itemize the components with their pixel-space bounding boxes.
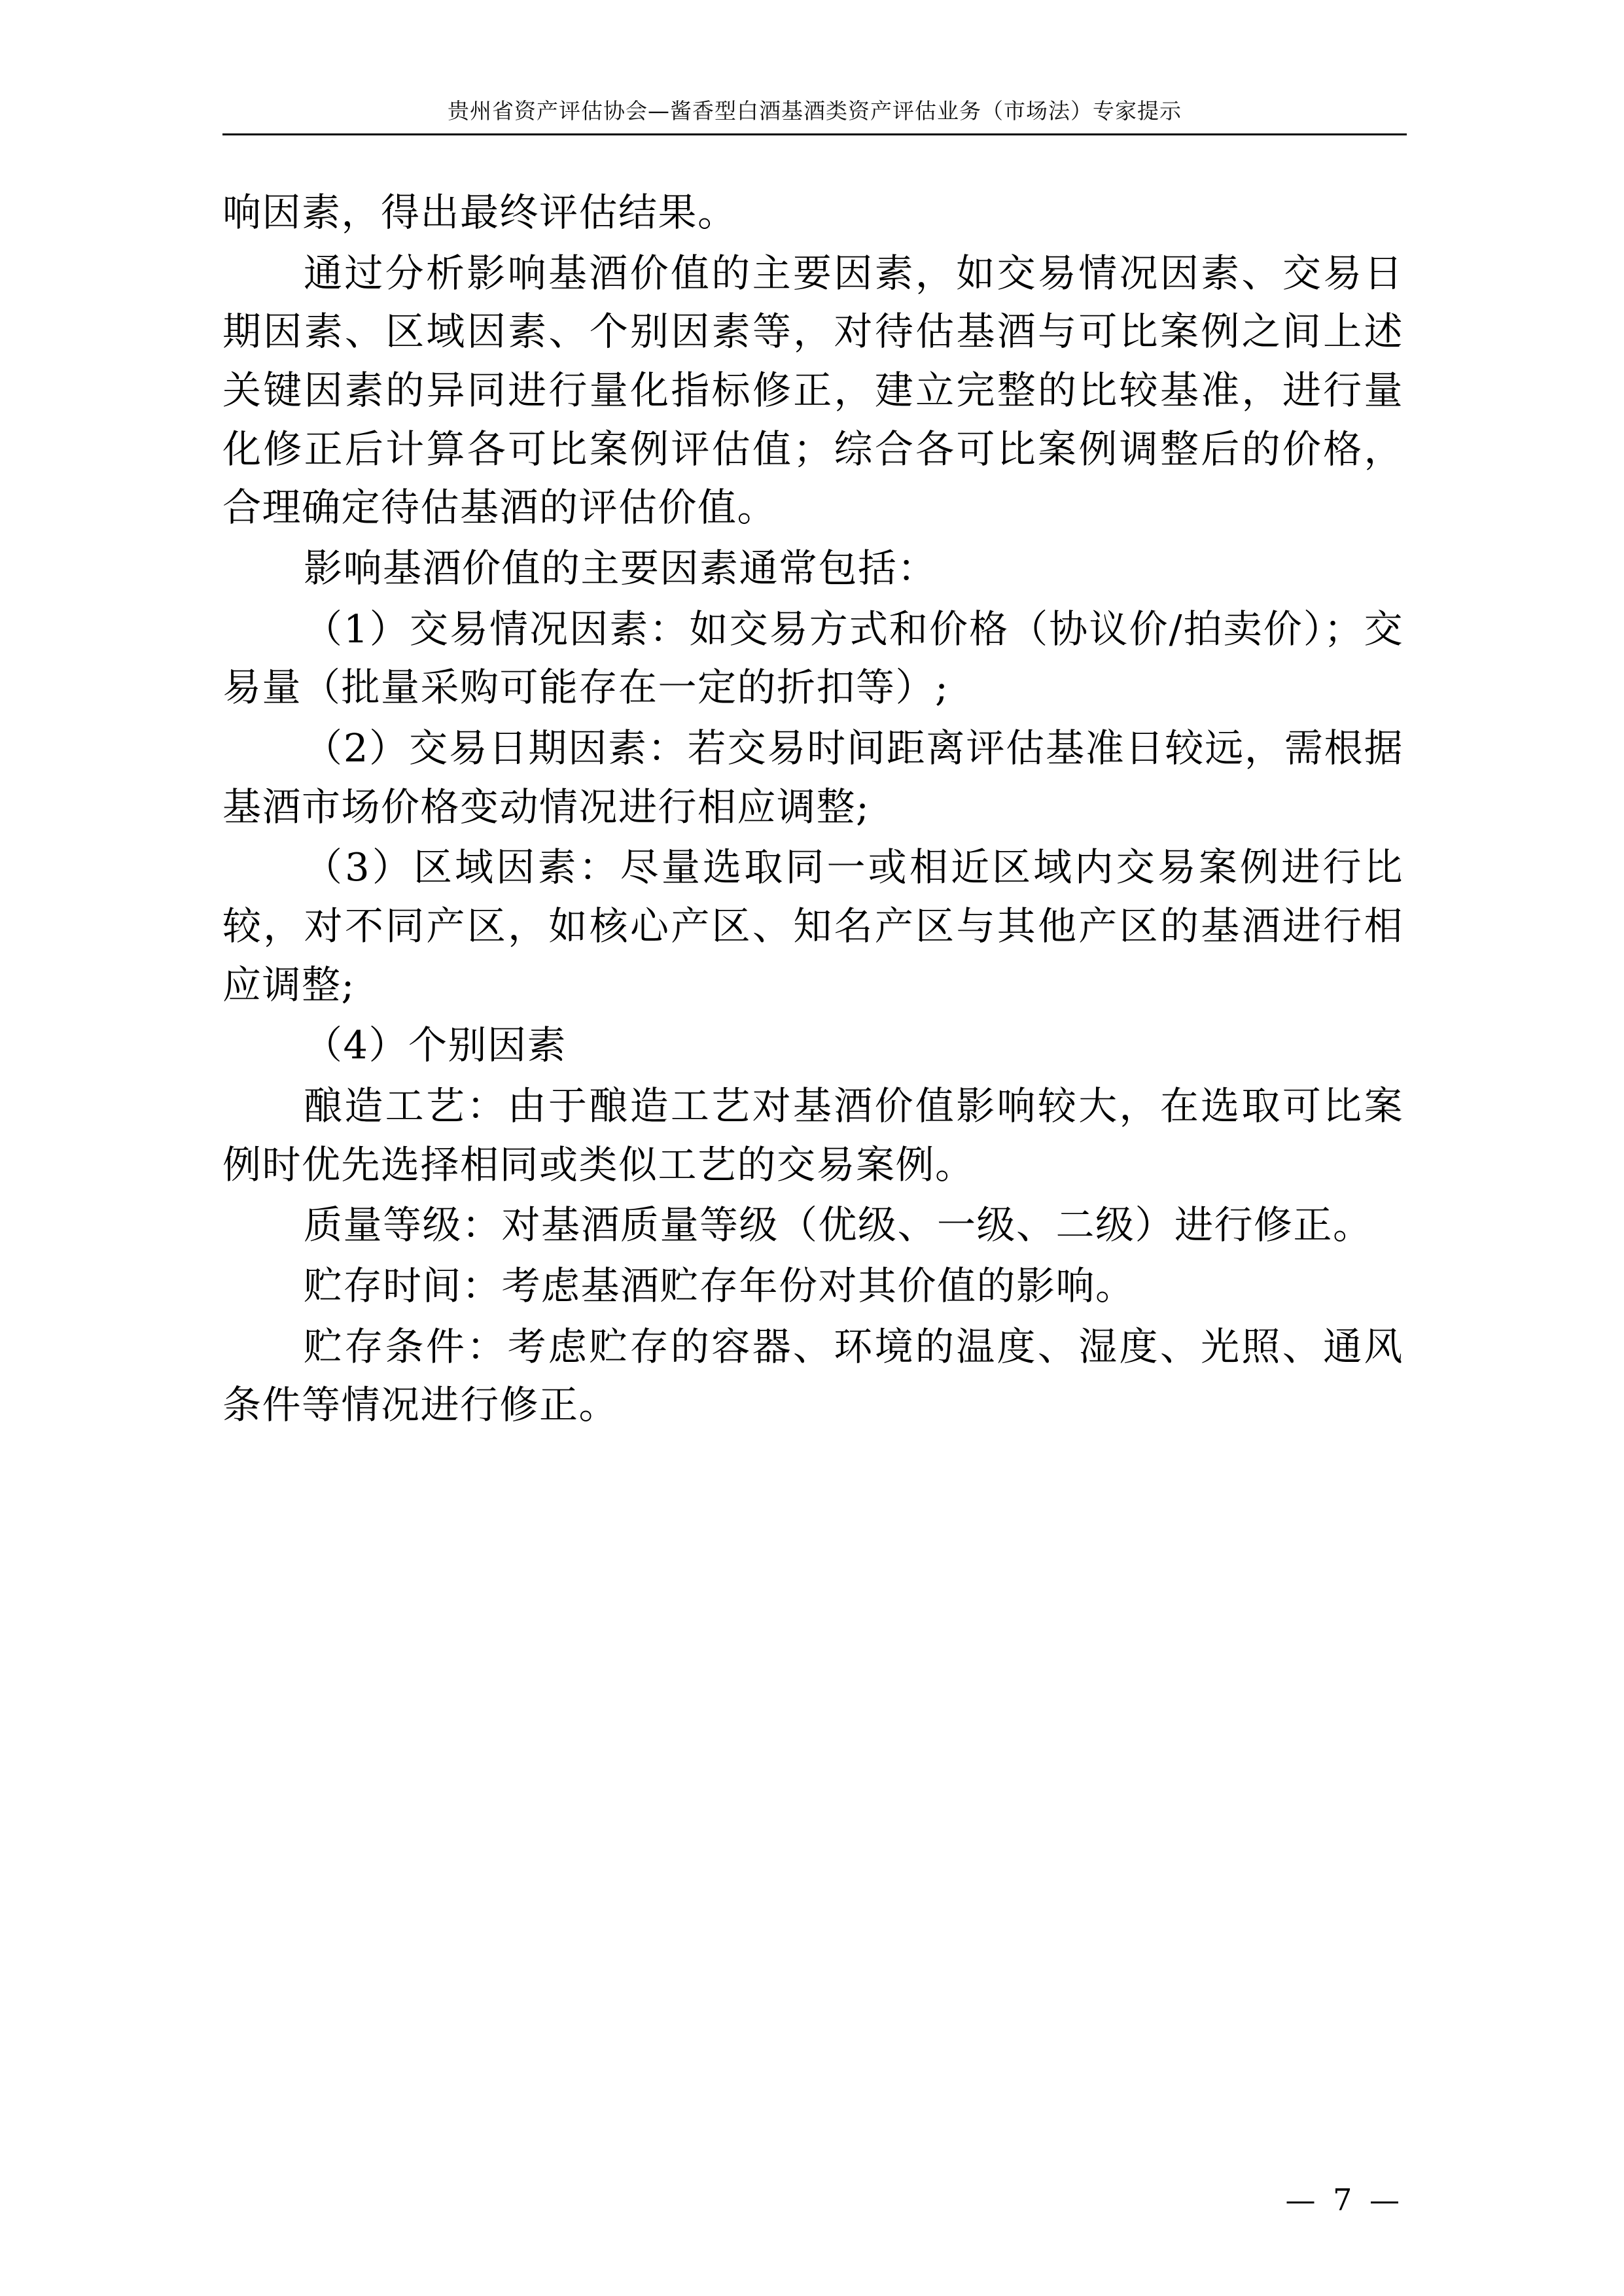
paragraph-storage-time: 贮存时间：考虑基酒贮存年份对其价值的影响。 [304, 1263, 1135, 1309]
paragraph-factor-3: （3）区域因素：尽量选取同一或相近区域内交易案例进行比较，对不同产区，如核心产区、知名产区与其他产区的基酒进行相应调整; [222, 844, 1403, 1007]
paragraph-quality-grade: 质量等级：对基酒质量等级（优级、一级、二级）进行修正。 [304, 1202, 1373, 1248]
paragraph-factor-1: （1）交易情况因素：如交易方式和价格（协议价/拍卖价）；交易量（批量采购可能存在一定的折扣等）; [222, 606, 1403, 710]
paragraph-factors-intro: 影响基酒价值的主要因素通常包括： [304, 546, 938, 591]
page-number: — 7 — [1285, 2182, 1403, 2218]
document-body [222, 183, 1403, 1436]
paragraph-method-overview: 通过分析影响基酒价值的主要因素，如交易情况因素、交易日期因素、区域因素、个别因素等，对待估基酒与可比案例之间上述关键因素的异同进行量化指标修正，建立完整的比较基准，进行量化修正后计算各可比案例评估值；综合各可比案例调整后的价格，合理确定待估基酒的评估价值。 [222, 250, 1403, 531]
header-title: 贵州省资产评估协会—酱香型白酒基酒类资产评估业务（市场法）专家提示 [448, 98, 1182, 124]
header-divider [222, 133, 1407, 135]
paragraph-factor-2: （2）交易日期因素：若交易时间距离评估基准日较远，需根据基酒市场价格变动情况进行相应调整; [222, 725, 1403, 829]
paragraph-craft: 酿造工艺：由于酿造工艺对基酒价值影响较大，在选取可比案例时优先选择相同或类似工艺的交易案例。 [222, 1083, 1403, 1187]
paragraph-factor-4: （4）个别因素 [304, 1022, 567, 1068]
paragraph-storage-condition: 贮存条件：考虑贮存的容器、环境的温度、湿度、光照、通风条件等情况进行修正。 [222, 1323, 1403, 1428]
paragraph-continuation: 响因素，得出最终评估结果。 [222, 190, 737, 235]
page-footer [222, 2182, 1403, 2218]
page-header [222, 98, 1407, 135]
